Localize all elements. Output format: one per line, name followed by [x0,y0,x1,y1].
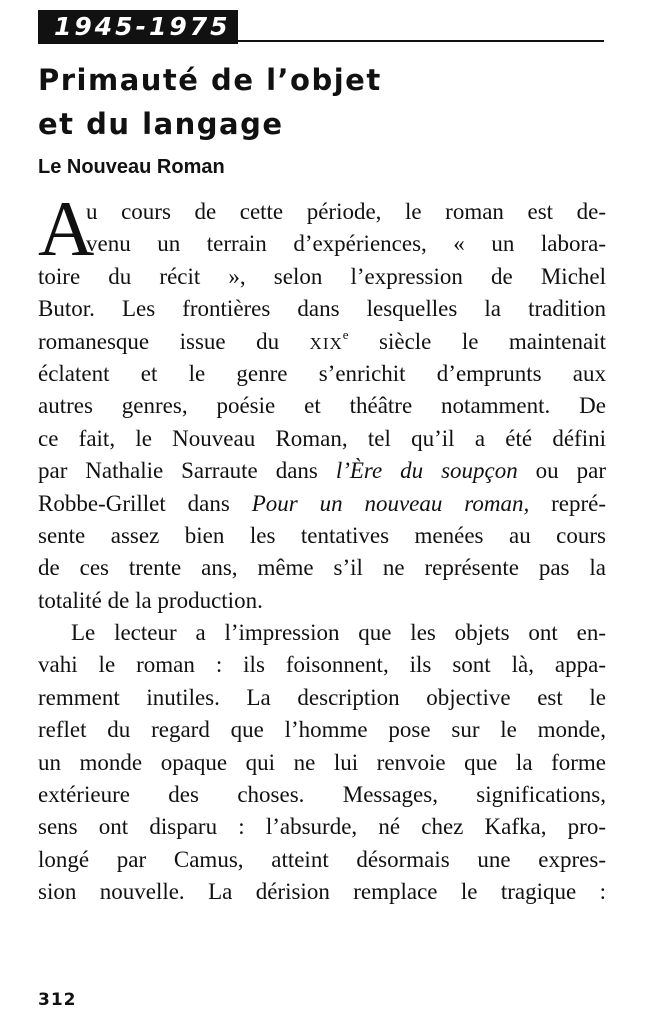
book-title-pour-un-nouveau-roman: Pour un nouveau roman, [251,490,530,516]
text-line: u cours de cette période, le roman est de- [86,199,606,224]
section-subtitle: Le Nouveau Roman [38,156,225,178]
period-banner [38,10,604,44]
ordinal-superscript: e [342,326,349,342]
drop-cap: A [38,185,95,272]
text-line: par Nathalie Sarraute dans l’Ère du soupçon ou par [38,458,606,484]
text-line: venu un terrain d’expériences, « un labora- [86,231,606,257]
text-line: toire du récit », selon l’expression de Michel [38,263,606,289]
text-line: totalité de la production. [38,587,263,613]
text-line: Robbe-Grillet dans Pour un nouveau roman, repré- [38,490,606,516]
text-line: Le lecteur a l’impression que les objets ont en- [71,620,606,646]
text-line: sens ont disparu : l’absurde, né chez Kafka, pro- [38,814,606,840]
text-line: romanesque issue du XIXe siècle le maintenait [38,326,606,354]
text-line: remment inutiles. La description objective est le [38,684,606,710]
text-line: reflet du regard que l’homme pose sur le monde, [38,717,606,743]
text-line: sente assez bien les tentatives menées au cours [38,522,606,548]
text-line: Butor. Les frontières dans lesquelles la tradition [38,296,606,322]
paragraph-1 [38,185,606,617]
text-line: autres genres, poésie et théâtre notamment. De [38,393,606,419]
text-line: un monde opaque qui ne lui renvoie que la forme [38,749,606,775]
page-number: 312 [38,990,77,1010]
century-numeral: XIX [309,333,343,353]
text-line: sion nouvelle. La dérision remplace le tragique : [38,879,606,905]
header-rule [238,40,604,42]
paragraph-2 [38,617,606,909]
body-text [38,185,606,909]
chapter-title-line-1: Primauté de l’objet [38,63,382,97]
book-title-ere-du-soupcon: l’Ère du soupçon [335,458,518,484]
text-line: extérieure des choses. Messages, significations, [38,782,606,808]
period-label: 1945-1975 [38,10,238,44]
text-line: de ces trente ans, même s’il ne représente pas la [38,555,606,581]
text-line: vahi le roman : ils foisonnent, ils sont là, appa- [38,652,606,678]
text-line: longé par Camus, atteint désormais une expres- [38,846,606,872]
text-line: éclatent et le genre s’enrichit d’emprunts aux [38,360,606,386]
chapter-title-line-2: et du langage [38,107,284,141]
chapter-title [38,58,598,146]
text-line: ce fait, le Nouveau Roman, tel qu’il a été défini [38,425,606,451]
